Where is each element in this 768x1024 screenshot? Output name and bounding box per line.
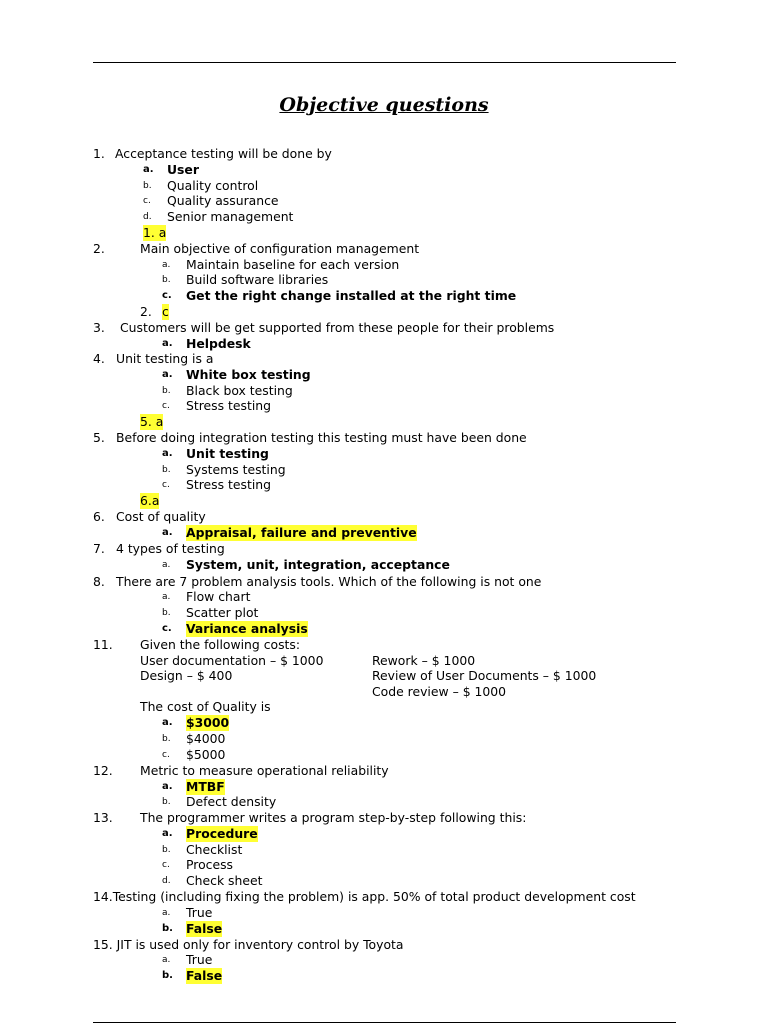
- q1-option-b: Quality control: [167, 178, 259, 193]
- q12-option-b: Defect density: [186, 794, 277, 809]
- q1-option-a: User: [167, 162, 199, 177]
- q2-letter-a: a.: [162, 260, 171, 270]
- q8-letter-b: b.: [162, 608, 171, 618]
- q8-option-c: Variance analysis: [186, 621, 308, 636]
- q5-text: Before doing integration testing this testing must have been done: [116, 430, 527, 445]
- q1-number: 1.: [93, 146, 105, 161]
- q2-text: Main objective of configuration management: [140, 241, 420, 256]
- q4-option-b: Black box testing: [186, 383, 293, 398]
- page-title: Objective questions: [279, 94, 489, 116]
- q4-option-c: Stress testing: [186, 398, 271, 413]
- q3-letter-a: a.: [162, 338, 173, 349]
- q2-option-c: Get the right change installed at the right time: [186, 288, 517, 303]
- q4-letter-a: a.: [162, 369, 173, 380]
- q5-letter-b: b.: [162, 465, 171, 475]
- q5-option-c: Stress testing: [186, 477, 271, 492]
- q12-letter-a: a.: [162, 781, 173, 792]
- q6-number: 6.: [93, 509, 105, 524]
- q13-option-a: Procedure: [186, 826, 258, 841]
- q11-letter-a: a.: [162, 717, 173, 728]
- q3-text: Customers will be get supported from these people for their problems: [120, 320, 555, 335]
- q7-letter-a: a.: [162, 560, 171, 570]
- q3-number: 3.: [93, 320, 105, 335]
- q1-letter-d: d.: [143, 212, 152, 222]
- q4-answer: 5. a: [140, 414, 164, 429]
- q3-option-a: Helpdesk: [186, 336, 251, 351]
- q11-cost-review-user-docs: Review of User Documents – $ 1000: [372, 668, 597, 683]
- q13-text: The programmer writes a program step-by-step following this:: [140, 810, 527, 825]
- q14-option-b: False: [186, 921, 223, 936]
- q1-letter-b: b.: [143, 181, 152, 191]
- q11-cost-rework: Rework – $ 1000: [372, 653, 476, 668]
- q4-letter-c: c.: [162, 401, 170, 411]
- top-rule: [93, 62, 676, 63]
- q5-option-a: Unit testing: [186, 446, 269, 461]
- q2-letter-c: c.: [162, 290, 172, 301]
- q11-number: 11.: [93, 637, 113, 652]
- q11-cost-user-documentation: User documentation – $ 1000: [140, 653, 324, 668]
- q12-option-a: MTBF: [186, 779, 225, 794]
- q15-option-a: True: [186, 952, 213, 967]
- q13-letter-c: c.: [162, 860, 170, 870]
- q4-letter-b: b.: [162, 386, 171, 396]
- q4-number: 4.: [93, 351, 105, 366]
- q8-text: There are 7 problem analysis tools. Which of the following is not one: [116, 574, 542, 589]
- q5-letter-a: a.: [162, 448, 173, 459]
- q1-text: Acceptance testing will be done by: [115, 146, 332, 161]
- q11-option-b: $4000: [186, 731, 226, 746]
- q14-text: 14.Testing (including fixing the problem) is app. 50% of total product development cost: [93, 889, 636, 904]
- q12-letter-b: b.: [162, 797, 171, 807]
- q2-number: 2.: [93, 241, 105, 256]
- q11-subquestion: The cost of Quality is: [140, 699, 271, 714]
- q6-text: Cost of quality: [116, 509, 206, 524]
- q11-cost-design: Design – $ 400: [140, 668, 233, 683]
- q1-option-d: Senior management: [167, 209, 294, 224]
- q11-letter-c: c.: [162, 750, 170, 760]
- q2-answer-number: 2.: [140, 304, 152, 319]
- q11-letter-b: b.: [162, 734, 171, 744]
- q8-option-b: Scatter plot: [186, 605, 259, 620]
- q13-option-d: Check sheet: [186, 873, 263, 888]
- q2-option-a: Maintain baseline for each version: [186, 257, 400, 272]
- q13-option-c: Process: [186, 857, 234, 872]
- q14-option-a: True: [186, 905, 213, 920]
- q15-text: 15. JIT is used only for inventory control by Toyota: [93, 937, 404, 952]
- q11-text: Given the following costs:: [140, 637, 301, 652]
- q5-option-b: Systems testing: [186, 462, 286, 477]
- q11-option-c: $5000: [186, 747, 226, 762]
- q7-number: 7.: [93, 541, 105, 556]
- q12-number: 12.: [93, 763, 113, 778]
- q6-letter-a: a.: [162, 527, 173, 538]
- q13-letter-b: b.: [162, 845, 171, 855]
- q4-option-a: White box testing: [186, 367, 311, 382]
- q7-option-a: System, unit, integration, acceptance: [186, 557, 450, 572]
- q7-text: 4 types of testing: [116, 541, 225, 556]
- q8-letter-a: a.: [162, 592, 171, 602]
- q15-letter-a: a.: [162, 955, 171, 965]
- q4-text: Unit testing is a: [116, 351, 214, 366]
- q5-number: 5.: [93, 430, 105, 445]
- q15-option-b: False: [186, 968, 223, 983]
- q2-option-b: Build software libraries: [186, 272, 329, 287]
- q2-letter-b: b.: [162, 275, 171, 285]
- q14-letter-b: b.: [162, 923, 173, 934]
- q14-letter-a: a.: [162, 908, 171, 918]
- q13-option-b: Checklist: [186, 842, 243, 857]
- q11-option-a: $3000: [186, 715, 230, 730]
- q8-letter-c: c.: [162, 623, 172, 634]
- q11-cost-code-review: Code review – $ 1000: [372, 684, 507, 699]
- q15-letter-b: b.: [162, 970, 173, 981]
- q1-letter-a: a.: [143, 164, 154, 175]
- q1-answer: 1. a: [143, 225, 167, 240]
- q13-letter-a: a.: [162, 828, 173, 839]
- q13-letter-d: d.: [162, 876, 171, 886]
- bottom-rule: [93, 1022, 676, 1023]
- q2-answer: c: [162, 304, 169, 319]
- q13-number: 13.: [93, 810, 113, 825]
- q5-letter-c: c.: [162, 480, 170, 490]
- q1-option-c: Quality assurance: [167, 193, 279, 208]
- q8-option-a: Flow chart: [186, 589, 251, 604]
- q6-option-a: Appraisal, failure and preventive: [186, 525, 417, 540]
- q8-number: 8.: [93, 574, 105, 589]
- q12-text: Metric to measure operational reliability: [140, 763, 389, 778]
- q5-answer: 6.a: [140, 493, 160, 508]
- q1-letter-c: c.: [143, 196, 151, 206]
